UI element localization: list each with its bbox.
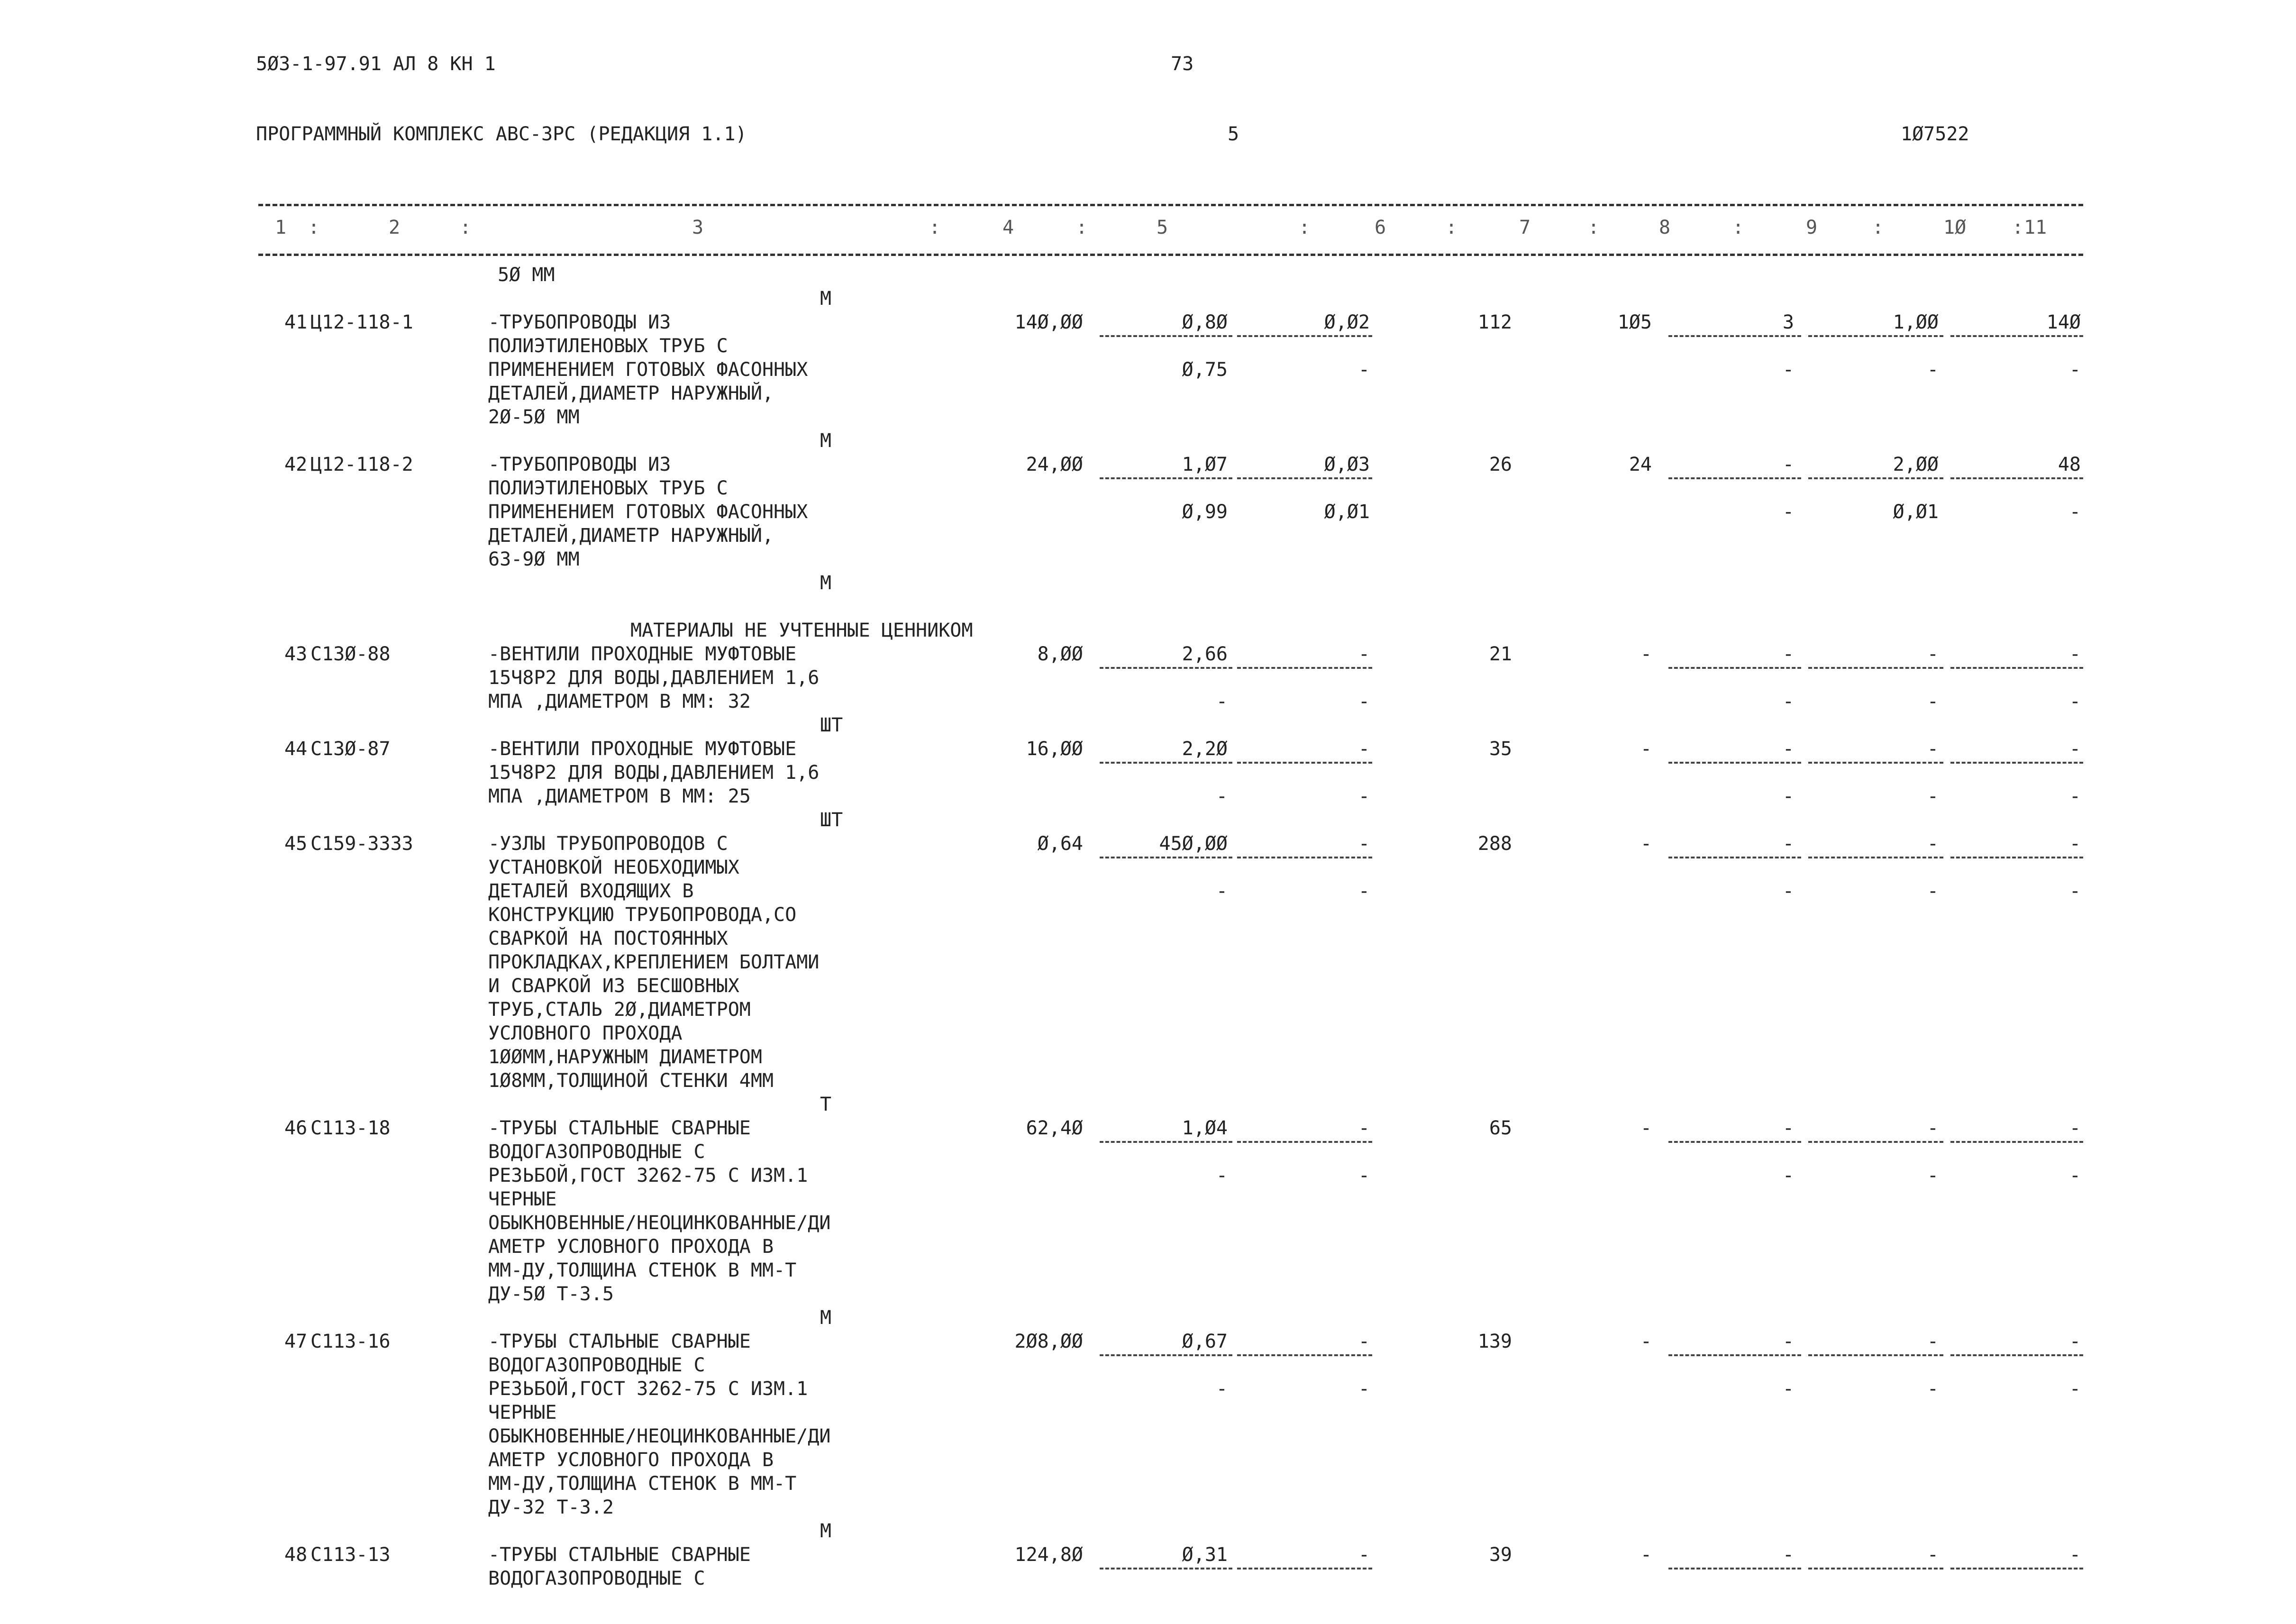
column-header-3: 3 bbox=[692, 217, 704, 238]
cell-separator bbox=[1668, 477, 1801, 479]
row-number: 48 bbox=[284, 1544, 308, 1566]
row-description-line: ОБЫКНОВЕННЫЕ/НЕОЦИНКОВАННЫЕ/ДИ bbox=[488, 1212, 831, 1234]
column-header-1: 1 bbox=[275, 217, 287, 238]
unit-label: М bbox=[820, 430, 832, 452]
cell-col-8: - bbox=[1640, 1544, 1652, 1566]
cell-col-11-lower: - bbox=[2069, 501, 2081, 523]
cell-col-10: - bbox=[1927, 643, 1939, 665]
cell-col-5: 2,2Ø bbox=[1182, 738, 1228, 760]
cell-separator bbox=[1237, 1354, 1372, 1356]
column-separator: : bbox=[2012, 217, 2024, 238]
cell-col-5-lower: - bbox=[1216, 880, 1228, 902]
cell-col-9-lower: - bbox=[1782, 1165, 1794, 1186]
column-separator: : bbox=[308, 217, 320, 238]
row-number: 47 bbox=[284, 1331, 308, 1352]
row-description-line: ММ-ДУ,ТОЛЩИНА СТЕНОК В ММ-Т bbox=[488, 1259, 797, 1281]
cell-col-9-lower: - bbox=[1782, 501, 1794, 523]
continued-desc-line: 5Ø ММ bbox=[498, 264, 555, 286]
cell-separator bbox=[1237, 762, 1372, 764]
cell-col-5: Ø,8Ø bbox=[1182, 311, 1228, 333]
column-header-9: 9 bbox=[1806, 217, 1818, 238]
row-description-line: -УЗЛЫ ТРУБОПРОВОДОВ С bbox=[488, 833, 728, 855]
cell-col-8: - bbox=[1640, 1331, 1652, 1352]
cell-separator bbox=[1668, 857, 1801, 858]
row-description-line: 63-9Ø ММ bbox=[488, 548, 580, 570]
row-number: 46 bbox=[284, 1117, 308, 1139]
cell-col-10: - bbox=[1927, 1544, 1939, 1566]
column-header-8: 8 bbox=[1659, 217, 1671, 238]
document-id: 5Ø3-1-97.91 АЛ 8 КН 1 bbox=[256, 53, 496, 75]
row-description-line: МПА ,ДИАМЕТРОМ В ММ: 32 bbox=[488, 691, 751, 712]
page-number: 73 bbox=[1171, 53, 1194, 75]
row-description-line: ММ-ДУ,ТОЛЩИНА СТЕНОК В ММ-Т bbox=[488, 1473, 797, 1495]
cell-col-4: 16,ØØ bbox=[1026, 738, 1083, 760]
cell-col-9: - bbox=[1782, 1331, 1794, 1352]
cell-col-9-lower: - bbox=[1782, 691, 1794, 712]
row-description-line: -ТРУБОПРОВОДЫ ИЗ bbox=[488, 311, 671, 333]
sheet-number: 5 bbox=[1228, 123, 1239, 145]
cell-separator bbox=[1808, 667, 1943, 669]
cell-col-7: 139 bbox=[1477, 1331, 1512, 1352]
cell-separator bbox=[1100, 335, 1232, 337]
cell-separator bbox=[1950, 1141, 2083, 1143]
cell-col-7: 26 bbox=[1489, 454, 1512, 475]
row-code: С13Ø-87 bbox=[310, 738, 391, 760]
row-description-line: 15Ч8Р2 ДЛЯ ВОДЫ,ДАВЛЕНИЕМ 1,6 bbox=[488, 762, 820, 784]
cell-col-6: - bbox=[1358, 1544, 1370, 1566]
cell-col-10: - bbox=[1927, 1331, 1939, 1352]
row-description-line: УСТАНОВКОЙ НЕОБХОДИМЫХ bbox=[488, 857, 739, 878]
cell-col-9: 3 bbox=[1782, 311, 1794, 333]
column-separator: : bbox=[460, 217, 472, 238]
row-description-line: ДУ-32 Т-3.2 bbox=[488, 1496, 614, 1518]
row-description-line: ДЕТАЛЕЙ,ДИАМЕТР НАРУЖНЫЙ, bbox=[488, 525, 774, 547]
cell-col-5-lower: - bbox=[1216, 691, 1228, 712]
cell-col-9-lower: - bbox=[1782, 785, 1794, 807]
cell-separator bbox=[1237, 335, 1372, 337]
row-description-line: -ВЕНТИЛИ ПРОХОДНЫЕ МУФТОВЫЕ bbox=[488, 643, 797, 665]
row-code: С113-16 bbox=[310, 1331, 391, 1352]
cell-separator bbox=[1237, 477, 1372, 479]
cell-col-5-lower: - bbox=[1216, 1165, 1228, 1186]
row-number: 41 bbox=[284, 311, 308, 333]
cell-separator bbox=[1100, 1141, 1232, 1143]
column-header-11: 11 bbox=[2024, 217, 2047, 238]
cell-col-10-lower: - bbox=[1927, 880, 1939, 902]
row-description-line: ОБЫКНОВЕННЫЕ/НЕОЦИНКОВАННЫЕ/ДИ bbox=[488, 1425, 831, 1447]
table-header-bottom-rule bbox=[258, 254, 2083, 256]
row-number: 44 bbox=[284, 738, 308, 760]
cell-col-5: Ø,31 bbox=[1182, 1544, 1228, 1566]
row-description-line: АМЕТР УСЛОВНОГО ПРОХОДА В bbox=[488, 1236, 774, 1258]
row-description-line: -ТРУБЫ СТАЛЬНЫЕ СВАРНЫЕ bbox=[488, 1331, 751, 1352]
row-description-line: ПОЛИЭТИЛЕНОВЫХ ТРУБ С bbox=[488, 335, 728, 357]
cell-col-4: 24,ØØ bbox=[1026, 454, 1083, 475]
cell-separator bbox=[1668, 1141, 1801, 1143]
row-number: 42 bbox=[284, 454, 308, 475]
cell-col-7: 112 bbox=[1477, 311, 1512, 333]
cell-col-6: Ø,Ø2 bbox=[1324, 311, 1370, 333]
row-description-line: ТРУБ,СТАЛЬ 2Ø,ДИАМЕТРОМ bbox=[488, 999, 751, 1021]
cell-separator bbox=[1808, 1141, 1943, 1143]
cell-col-8: - bbox=[1640, 833, 1652, 855]
cell-col-8: - bbox=[1640, 738, 1652, 760]
cell-separator bbox=[1100, 667, 1232, 669]
cell-separator bbox=[1950, 335, 2083, 337]
row-code: С159-3333 bbox=[310, 833, 413, 855]
cell-col-6: Ø,Ø3 bbox=[1324, 454, 1370, 475]
row-code: Ц12-118-2 bbox=[310, 454, 413, 475]
row-description-line: КОНСТРУКЦИЮ ТРУБОПРОВОДА,СО bbox=[488, 904, 797, 926]
cell-col-9: - bbox=[1782, 738, 1794, 760]
cell-separator bbox=[1668, 762, 1801, 764]
cell-col-6: - bbox=[1358, 1117, 1370, 1139]
cell-col-8: 24 bbox=[1629, 454, 1652, 475]
cell-col-10: - bbox=[1927, 738, 1939, 760]
cell-col-8: 1Ø5 bbox=[1617, 311, 1652, 333]
cell-col-11: - bbox=[2069, 643, 2081, 665]
cell-col-6-lower: - bbox=[1358, 1165, 1370, 1186]
unit-label: М bbox=[820, 288, 832, 310]
column-separator: : bbox=[1076, 217, 1088, 238]
row-description-line: ПОЛИЭТИЛЕНОВЫХ ТРУБ С bbox=[488, 477, 728, 499]
column-header-2: 2 bbox=[389, 217, 401, 238]
cell-col-4: 2Ø8,ØØ bbox=[1014, 1331, 1083, 1352]
row-description-line: ДУ-5Ø Т-3.5 bbox=[488, 1283, 614, 1305]
cell-col-6: - bbox=[1358, 833, 1370, 855]
row-description-line: -ВЕНТИЛИ ПРОХОДНЫЕ МУФТОВЫЕ bbox=[488, 738, 797, 760]
cell-col-11: - bbox=[2069, 1117, 2081, 1139]
row-description-line: И СВАРКОЙ ИЗ БЕСШОВНЫХ bbox=[488, 975, 739, 997]
cell-col-9-lower: - bbox=[1782, 1378, 1794, 1400]
cell-col-4: 8,ØØ bbox=[1037, 643, 1083, 665]
cell-separator bbox=[1808, 857, 1943, 858]
cell-separator bbox=[1668, 1568, 1801, 1569]
cell-col-11: - bbox=[2069, 738, 2081, 760]
cell-col-11-lower: - bbox=[2069, 359, 2081, 381]
cell-col-10: 2,ØØ bbox=[1893, 454, 1939, 475]
cell-separator bbox=[1950, 667, 2083, 669]
cell-col-10-lower: - bbox=[1927, 1378, 1939, 1400]
cell-col-5: Ø,67 bbox=[1182, 1331, 1228, 1352]
cell-col-11-lower: - bbox=[2069, 785, 2081, 807]
cell-col-5-lower: Ø,75 bbox=[1182, 359, 1228, 381]
cell-col-6: - bbox=[1358, 643, 1370, 665]
row-description-line: УСЛОВНОГО ПРОХОДА bbox=[488, 1022, 683, 1044]
cell-col-9: - bbox=[1782, 833, 1794, 855]
row-description-line: ДЕТАЛЕЙ ВХОДЯЩИХ В bbox=[488, 880, 694, 902]
cell-separator bbox=[1100, 1354, 1232, 1356]
row-description-line: РЕЗЬБОЙ,ГОСТ 3262-75 С ИЗМ.1 bbox=[488, 1165, 808, 1186]
cell-col-6-lower: - bbox=[1358, 880, 1370, 902]
row-description-line: -ТРУБОПРОВОДЫ ИЗ bbox=[488, 454, 671, 475]
cell-col-8: - bbox=[1640, 643, 1652, 665]
cell-col-5-lower: Ø,99 bbox=[1182, 501, 1228, 523]
column-header-5: 5 bbox=[1157, 217, 1168, 238]
row-description-line: РЕЗЬБОЙ,ГОСТ 3262-75 С ИЗМ.1 bbox=[488, 1378, 808, 1400]
cell-col-5: 1,Ø4 bbox=[1182, 1117, 1228, 1139]
cell-separator bbox=[1950, 762, 2083, 764]
cell-separator bbox=[1950, 1354, 2083, 1356]
column-header-7: 7 bbox=[1519, 217, 1531, 238]
cell-col-6-lower: Ø,Ø1 bbox=[1324, 501, 1370, 523]
cell-separator bbox=[1100, 1568, 1232, 1569]
column-separator: : bbox=[929, 217, 941, 238]
cell-col-11: - bbox=[2069, 1544, 2081, 1566]
row-code: С113-13 bbox=[310, 1544, 391, 1566]
cell-col-6-lower: - bbox=[1358, 1378, 1370, 1400]
row-description-line: 1Ø8ММ,ТОЛЩИНОЙ СТЕНКИ 4ММ bbox=[488, 1070, 774, 1092]
cell-separator bbox=[1950, 1568, 2083, 1569]
column-separator: : bbox=[1446, 217, 1458, 238]
cell-col-11: - bbox=[2069, 1331, 2081, 1352]
cell-col-10: - bbox=[1927, 1117, 1939, 1139]
row-description-line: ВОДОГАЗОПРОВОДНЫЕ С bbox=[488, 1568, 705, 1589]
row-code: С113-18 bbox=[310, 1117, 391, 1139]
cell-separator bbox=[1100, 857, 1232, 858]
cell-col-11: 48 bbox=[2058, 454, 2081, 475]
cell-col-4: Ø,64 bbox=[1037, 833, 1083, 855]
cell-col-11-lower: - bbox=[2069, 691, 2081, 712]
row-description-line: ВОДОГАЗОПРОВОДНЫЕ С bbox=[488, 1354, 705, 1376]
cell-col-9: - bbox=[1782, 454, 1794, 475]
cell-col-5-lower: - bbox=[1216, 785, 1228, 807]
cell-col-10-lower: - bbox=[1927, 691, 1939, 712]
cell-col-8: - bbox=[1640, 1117, 1652, 1139]
cell-separator bbox=[1237, 857, 1372, 858]
row-code: С13Ø-88 bbox=[310, 643, 391, 665]
cell-col-10: - bbox=[1927, 833, 1939, 855]
cell-separator bbox=[1100, 762, 1232, 764]
row-description-line: ПРИМЕНЕНИЕМ ГОТОВЫХ ФАСОННЫХ bbox=[488, 501, 808, 523]
cell-col-4: 62,4Ø bbox=[1026, 1117, 1083, 1139]
cell-separator bbox=[1237, 1141, 1372, 1143]
cell-col-9: - bbox=[1782, 1117, 1794, 1139]
program-title: ПРОГРАММНЫЙ КОМПЛЕКС АВС-3РС (РЕДАКЦИЯ 1.1) bbox=[256, 123, 747, 145]
row-description-line: АМЕТР УСЛОВНОГО ПРОХОДА В bbox=[488, 1449, 774, 1471]
cell-col-9: - bbox=[1782, 1544, 1794, 1566]
row-description-line: 2Ø-5Ø ММ bbox=[488, 406, 580, 428]
cell-separator bbox=[1100, 477, 1232, 479]
unit-label: М bbox=[820, 572, 832, 594]
row-description-line: -ТРУБЫ СТАЛЬНЫЕ СВАРНЫЕ bbox=[488, 1544, 751, 1566]
row-description-line: 15Ч8Р2 ДЛЯ ВОДЫ,ДАВЛЕНИЕМ 1,6 bbox=[488, 667, 820, 689]
row-description-line: -ТРУБЫ СТАЛЬНЫЕ СВАРНЫЕ bbox=[488, 1117, 751, 1139]
cell-separator bbox=[1950, 857, 2083, 858]
cell-col-10-lower: Ø,Ø1 bbox=[1893, 501, 1939, 523]
cell-col-6-lower: - bbox=[1358, 785, 1370, 807]
cell-col-9-lower: - bbox=[1782, 880, 1794, 902]
cell-separator bbox=[1808, 335, 1943, 337]
cell-col-6: - bbox=[1358, 1331, 1370, 1352]
cell-col-4: 124,8Ø bbox=[1014, 1544, 1083, 1566]
cell-separator bbox=[1668, 1354, 1801, 1356]
cell-col-11: 14Ø bbox=[2046, 311, 2081, 333]
cell-separator bbox=[1668, 335, 1801, 337]
unit-label: М bbox=[820, 1520, 832, 1542]
cell-col-5: 45Ø,ØØ bbox=[1159, 833, 1228, 855]
cell-separator bbox=[1808, 1354, 1943, 1356]
column-header-6: 6 bbox=[1375, 217, 1386, 238]
cell-separator bbox=[1668, 667, 1801, 669]
cell-separator bbox=[1237, 1568, 1372, 1569]
row-description-line: СВАРКОЙ НА ПОСТОЯННЫХ bbox=[488, 928, 728, 949]
unit-label: М bbox=[820, 1307, 832, 1329]
column-header-1Ø: 1Ø bbox=[1943, 217, 1967, 238]
row-code: Ц12-118-1 bbox=[310, 311, 413, 333]
cell-col-7: 288 bbox=[1477, 833, 1512, 855]
cell-separator bbox=[1808, 477, 1943, 479]
row-description-line: ВОДОГАЗОПРОВОДНЫЕ С bbox=[488, 1141, 705, 1163]
cell-col-5: 2,66 bbox=[1182, 643, 1228, 665]
cell-col-5: 1,Ø7 bbox=[1182, 454, 1228, 475]
document-code: 1Ø7522 bbox=[1901, 123, 1969, 145]
cell-col-10-lower: - bbox=[1927, 1165, 1939, 1186]
cell-separator bbox=[1808, 762, 1943, 764]
cell-col-7: 39 bbox=[1489, 1544, 1512, 1566]
unit-label: ШТ bbox=[820, 714, 843, 736]
cell-col-10: 1,ØØ bbox=[1893, 311, 1939, 333]
cell-col-11-lower: - bbox=[2069, 1165, 2081, 1186]
row-number: 45 bbox=[284, 833, 308, 855]
cell-col-6-lower: - bbox=[1358, 359, 1370, 381]
row-number: 43 bbox=[284, 643, 308, 665]
cell-col-7: 35 bbox=[1489, 738, 1512, 760]
cell-col-4: 14Ø,ØØ bbox=[1014, 311, 1083, 333]
cell-col-7: 65 bbox=[1489, 1117, 1512, 1139]
column-separator: : bbox=[1732, 217, 1744, 238]
unit-label: ШТ bbox=[820, 809, 843, 831]
cell-col-11: - bbox=[2069, 833, 2081, 855]
cell-col-10-lower: - bbox=[1927, 359, 1939, 381]
cell-col-11-lower: - bbox=[2069, 880, 2081, 902]
cell-col-6: - bbox=[1358, 738, 1370, 760]
row-description-line: ЧЕРНЫЕ bbox=[488, 1188, 557, 1210]
section-title: МАТЕРИАЛЫ НЕ УЧТЕННЫЕ ЦЕННИКОМ bbox=[630, 620, 973, 641]
unit-label: Т bbox=[820, 1094, 832, 1115]
row-description-line: 1ØØММ,НАРУЖНЫМ ДИАМЕТРОМ bbox=[488, 1046, 762, 1068]
cell-separator bbox=[1237, 667, 1372, 669]
cell-col-7: 21 bbox=[1489, 643, 1512, 665]
cell-col-9-lower: - bbox=[1782, 359, 1794, 381]
cell-col-10-lower: - bbox=[1927, 785, 1939, 807]
cell-separator bbox=[1808, 1568, 1943, 1569]
column-separator: : bbox=[1872, 217, 1884, 238]
cell-col-9: - bbox=[1782, 643, 1794, 665]
column-separator: : bbox=[1588, 217, 1600, 238]
cell-col-5-lower: - bbox=[1216, 1378, 1228, 1400]
cell-col-6-lower: - bbox=[1358, 691, 1370, 712]
row-description-line: ДЕТАЛЕЙ,ДИАМЕТР НАРУЖНЫЙ, bbox=[488, 383, 774, 404]
row-description-line: ПРИМЕНЕНИЕМ ГОТОВЫХ ФАСОННЫХ bbox=[488, 359, 808, 381]
cell-separator bbox=[1950, 477, 2083, 479]
row-description-line: ЧЕРНЫЕ bbox=[488, 1402, 557, 1423]
column-header-4: 4 bbox=[1002, 217, 1014, 238]
table-top-rule bbox=[258, 204, 2083, 206]
row-description-line: ПРОКЛАДКАХ,КРЕПЛЕНИЕМ БОЛТАМИ bbox=[488, 951, 820, 973]
column-separator: : bbox=[1299, 217, 1311, 238]
cell-col-11-lower: - bbox=[2069, 1378, 2081, 1400]
row-description-line: МПА ,ДИАМЕТРОМ В ММ: 25 bbox=[488, 785, 751, 807]
